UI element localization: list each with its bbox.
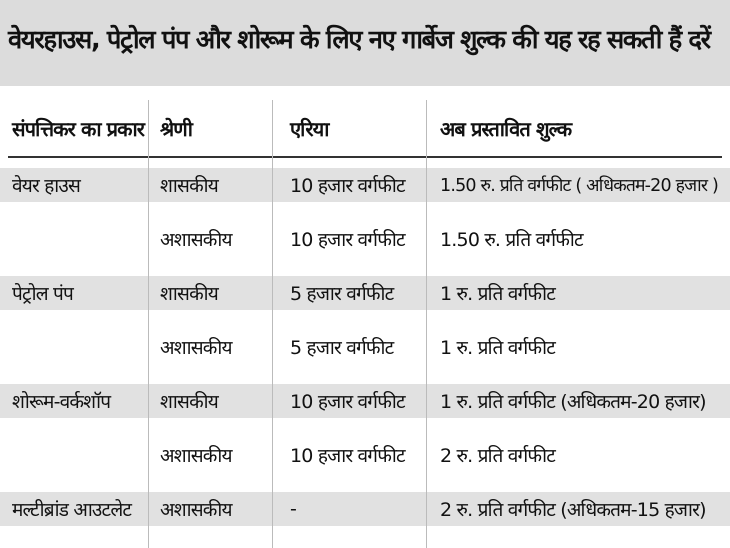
- cell-category: अशासकीय: [160, 229, 232, 251]
- column-divider: [272, 100, 273, 548]
- cell-proposed-fee: 2 रु. प्रति वर्गफीट (अधिकतम-15 हजार): [440, 499, 706, 521]
- cell-area: 10 हजार वर्गफीट: [290, 445, 405, 467]
- cell-property-type: शोरूम-वर्कशॉप: [12, 391, 111, 413]
- cell-property-type: [12, 428, 146, 482]
- header-category: श्रेणी: [160, 116, 192, 141]
- cell-property-type: मल्टीब्रांड आउटलेट: [12, 499, 132, 521]
- column-divider: [148, 100, 149, 548]
- cell-category: अशासकीय: [160, 445, 232, 467]
- garbage-fee-table: [0, 100, 730, 548]
- table-row: [0, 266, 730, 320]
- cell-property-type: [12, 320, 146, 374]
- cell-proposed-fee: 1.50 रु. प्रति वर्गफीट: [440, 229, 583, 251]
- cell-proposed-fee: 1 रु. प्रति वर्गफीट: [440, 283, 555, 305]
- cell-property-type: [12, 212, 146, 266]
- cell-category: अशासकीय: [160, 337, 232, 359]
- cell-category: अशासकीय: [160, 499, 232, 521]
- cell-proposed-fee: 1 रु. प्रति वर्गफीट: [440, 337, 555, 359]
- column-divider: [426, 100, 427, 548]
- cell-category: शासकीय: [160, 175, 219, 197]
- header-area: एरिया: [290, 116, 329, 141]
- cell-proposed-fee: 1.50 रु. प्रति वर्गफीट ( अधिकतम-20 हजार ): [440, 176, 718, 196]
- cell-proposed-fee: 1 रु. प्रति वर्गफीट (अधिकतम-20 हजार): [440, 391, 706, 413]
- table-row: [0, 482, 730, 536]
- headline-banner: [0, 0, 730, 86]
- cell-category: शासकीय: [160, 391, 219, 413]
- headline-title: वेयरहाउस, पेट्रोल पंप और शोरूम के लिए नए गार्बेज शुल्क की यह रह सकती हैं दरें: [8, 25, 710, 55]
- cell-area: 10 हजार वर्गफीट: [290, 391, 405, 413]
- table-row: [0, 212, 730, 266]
- cell-area: 10 हजार वर्गफीट: [290, 229, 405, 251]
- cell-area: 5 हजार वर्गफीट: [290, 337, 394, 359]
- table-row: [0, 428, 730, 482]
- table-header-row: [0, 100, 730, 156]
- cell-area: 5 हजार वर्गफीट: [290, 283, 394, 305]
- table-row: [0, 158, 730, 212]
- header-property-type: संपत्तिकर का प्रकार: [12, 116, 145, 141]
- table-row: [0, 374, 730, 428]
- header-proposed-fee: अब प्रस्तावित शुल्क: [440, 116, 572, 141]
- cell-area: -: [290, 498, 297, 520]
- cell-category: शासकीय: [160, 283, 219, 305]
- cell-proposed-fee: 2 रु. प्रति वर्गफीट: [440, 445, 555, 467]
- table-row: [0, 320, 730, 374]
- cell-area: 10 हजार वर्गफीट: [290, 175, 405, 197]
- cell-property-type: पेट्रोल पंप: [12, 283, 73, 305]
- cell-property-type: वेयर हाउस: [12, 175, 81, 197]
